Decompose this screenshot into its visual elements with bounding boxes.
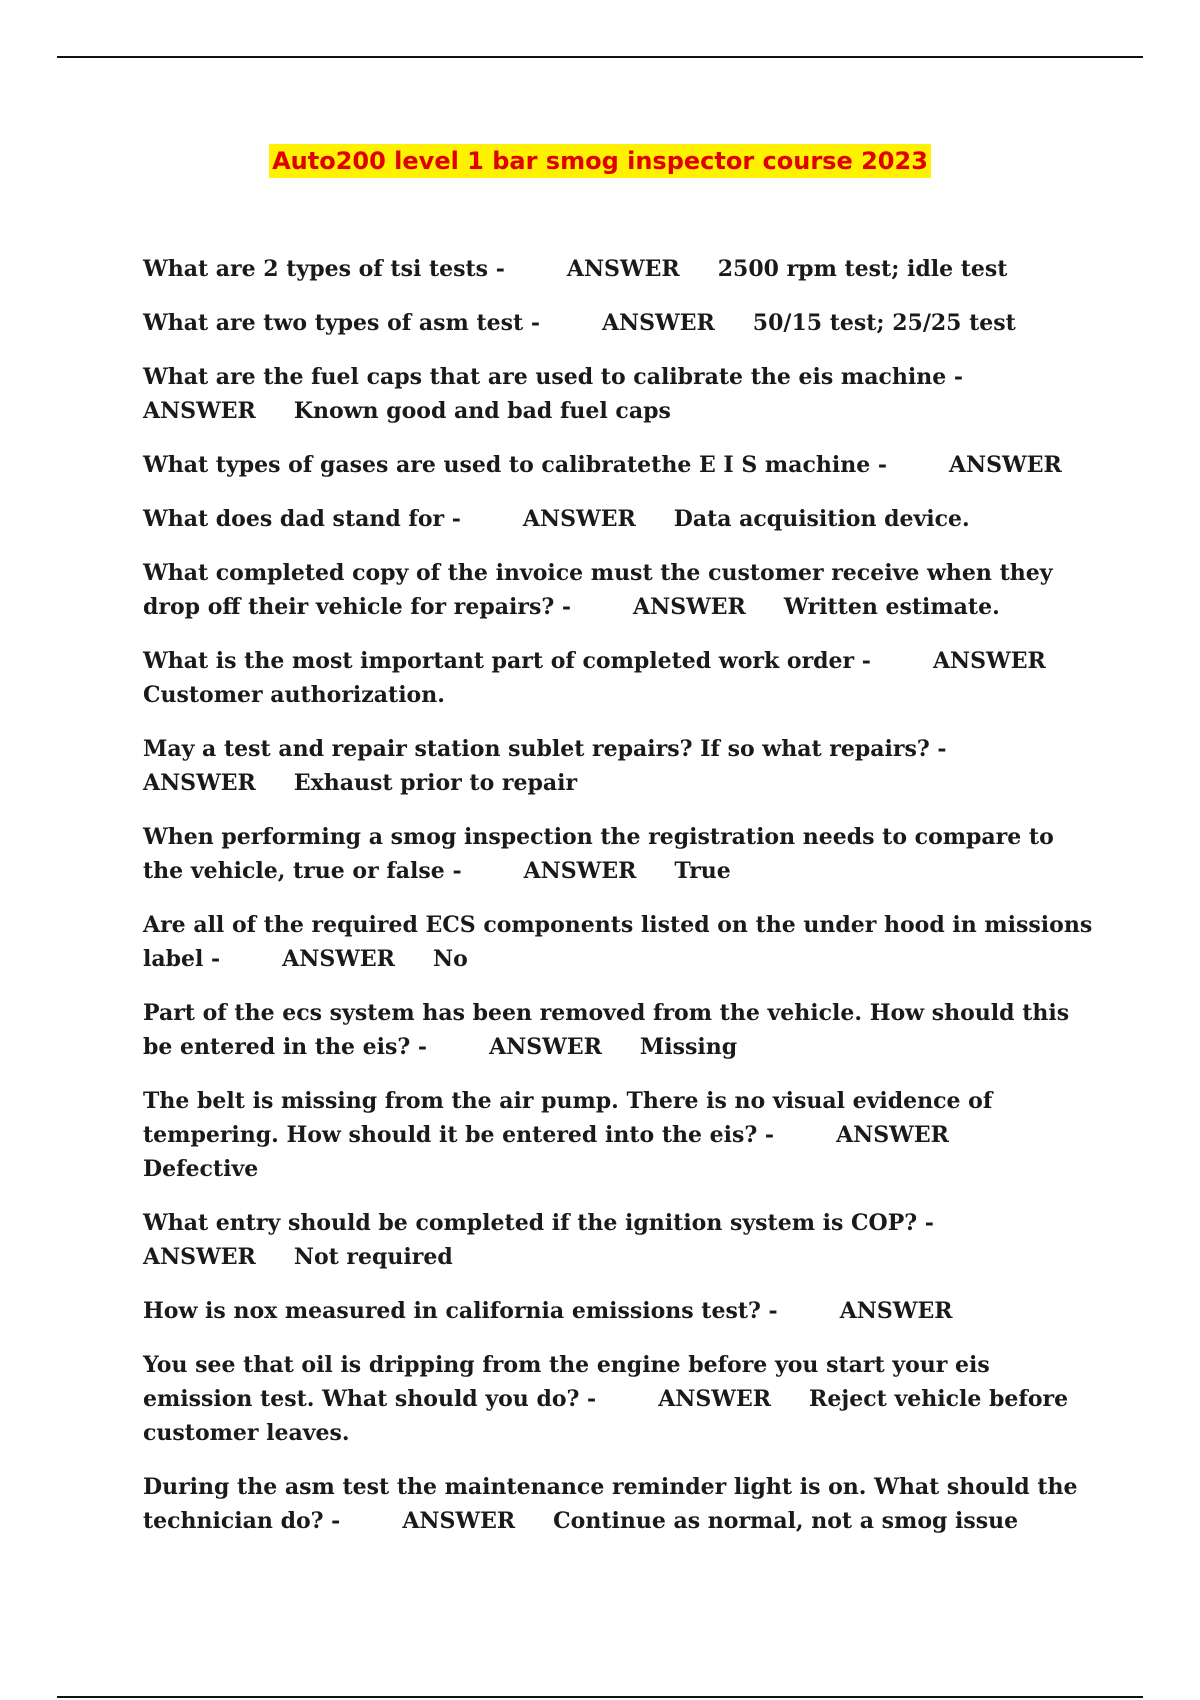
answer-label: ANSWER	[143, 398, 256, 424]
answer-text: Customer authorization.	[143, 682, 445, 708]
qa-item	[143, 908, 1093, 976]
qa-item	[143, 1206, 1093, 1274]
answer-text: Exhaust prior to repair	[293, 770, 578, 796]
answer-label: ANSWER	[489, 1034, 602, 1060]
answer-label: ANSWER	[932, 648, 1046, 674]
qa-item	[143, 820, 1093, 888]
answer-text: Reject vehicle before customer leaves.	[143, 1386, 1069, 1446]
answer-label: ANSWER	[601, 310, 715, 336]
qa-item	[143, 1470, 1093, 1538]
top-rule	[57, 56, 1143, 58]
question-text: What completed copy of the invoice must the customer receive when they drop off their vehicle for repairs? -	[143, 560, 1053, 620]
answer-text: True	[674, 858, 731, 884]
qa-item	[143, 360, 1093, 428]
answer-label: ANSWER	[282, 946, 395, 972]
question-text: Part of the ecs system has been removed from the vehicle. How should this be entered in the eis? -	[143, 1000, 1070, 1060]
answer-label: ANSWER	[143, 770, 256, 796]
answer-label: ANSWER	[523, 858, 637, 884]
answer-label: ANSWER	[839, 1298, 953, 1324]
answer-text: Known good and bad fuel caps	[293, 398, 671, 424]
qa-list	[143, 252, 1093, 1558]
question-text: What are the fuel caps that are used to calibrate the eis machine -	[143, 364, 963, 390]
answer-label: ANSWER	[836, 1122, 949, 1148]
answer-label: ANSWER	[948, 452, 1062, 478]
document-title: Auto200 level 1 bar smog inspector course 2023	[269, 144, 931, 178]
qa-item	[143, 644, 1093, 712]
answer-label: ANSWER	[522, 506, 636, 532]
question-text: May a test and repair station sublet repairs? If so what repairs? -	[143, 736, 947, 762]
answer-text: Defective	[143, 1156, 259, 1182]
qa-item	[143, 996, 1093, 1064]
question-text: When performing a smog inspection the registration needs to compare to the vehicle, true or false -	[143, 824, 1054, 884]
qa-item	[143, 1084, 1093, 1186]
question-text: You see that oil is dripping from the engine before you start your eis emission test. What should you do? -	[143, 1352, 990, 1412]
qa-item	[143, 502, 1093, 536]
question-text: What are 2 types of tsi tests -	[143, 256, 505, 282]
qa-item	[143, 252, 1093, 286]
question-text: What entry should be completed if the ignition system is COP? -	[143, 1210, 934, 1236]
qa-item	[143, 306, 1093, 340]
answer-text: 2500 rpm test; idle test	[717, 256, 1008, 282]
answer-text: Missing	[639, 1034, 738, 1060]
title-block	[0, 144, 1200, 178]
question-text: What are two types of asm test -	[143, 310, 540, 336]
answer-text: No	[432, 946, 468, 972]
question-text: What does dad stand for -	[143, 506, 461, 532]
answer-label: ANSWER	[566, 256, 680, 282]
answer-text: 50/15 test; 25/25 test	[752, 310, 1016, 336]
answer-text: Data acquisition device.	[673, 506, 970, 532]
question-text: During the asm test the maintenance reminder light is on. What should the technician do? -	[143, 1474, 1078, 1534]
qa-item	[143, 556, 1093, 624]
answer-label: ANSWER	[143, 1244, 256, 1270]
qa-item	[143, 1348, 1093, 1450]
question-text: What is the most important part of completed work order -	[143, 648, 871, 674]
answer-label: ANSWER	[658, 1386, 772, 1412]
qa-item	[143, 732, 1093, 800]
qa-item	[143, 1294, 1093, 1328]
qa-item	[143, 448, 1093, 482]
answer-text: Written estimate.	[783, 594, 1000, 620]
question-text: The belt is missing from the air pump. There is no visual evidence of tempering. How should it be entered into the eis? -	[143, 1088, 993, 1148]
question-text: How is nox measured in california emissions test? -	[143, 1298, 778, 1324]
bottom-rule	[57, 1696, 1143, 1698]
answer-label: ANSWER	[402, 1508, 516, 1534]
answer-label: ANSWER	[633, 594, 746, 620]
question-text: Are all of the required ECS components listed on the under hood in missions label -	[143, 912, 1093, 972]
question-text: What types of gases are used to calibratethe E I S machine -	[143, 452, 887, 478]
answer-text: Not required	[293, 1244, 453, 1270]
answer-text: Continue as normal, not a smog issue	[553, 1508, 1019, 1534]
